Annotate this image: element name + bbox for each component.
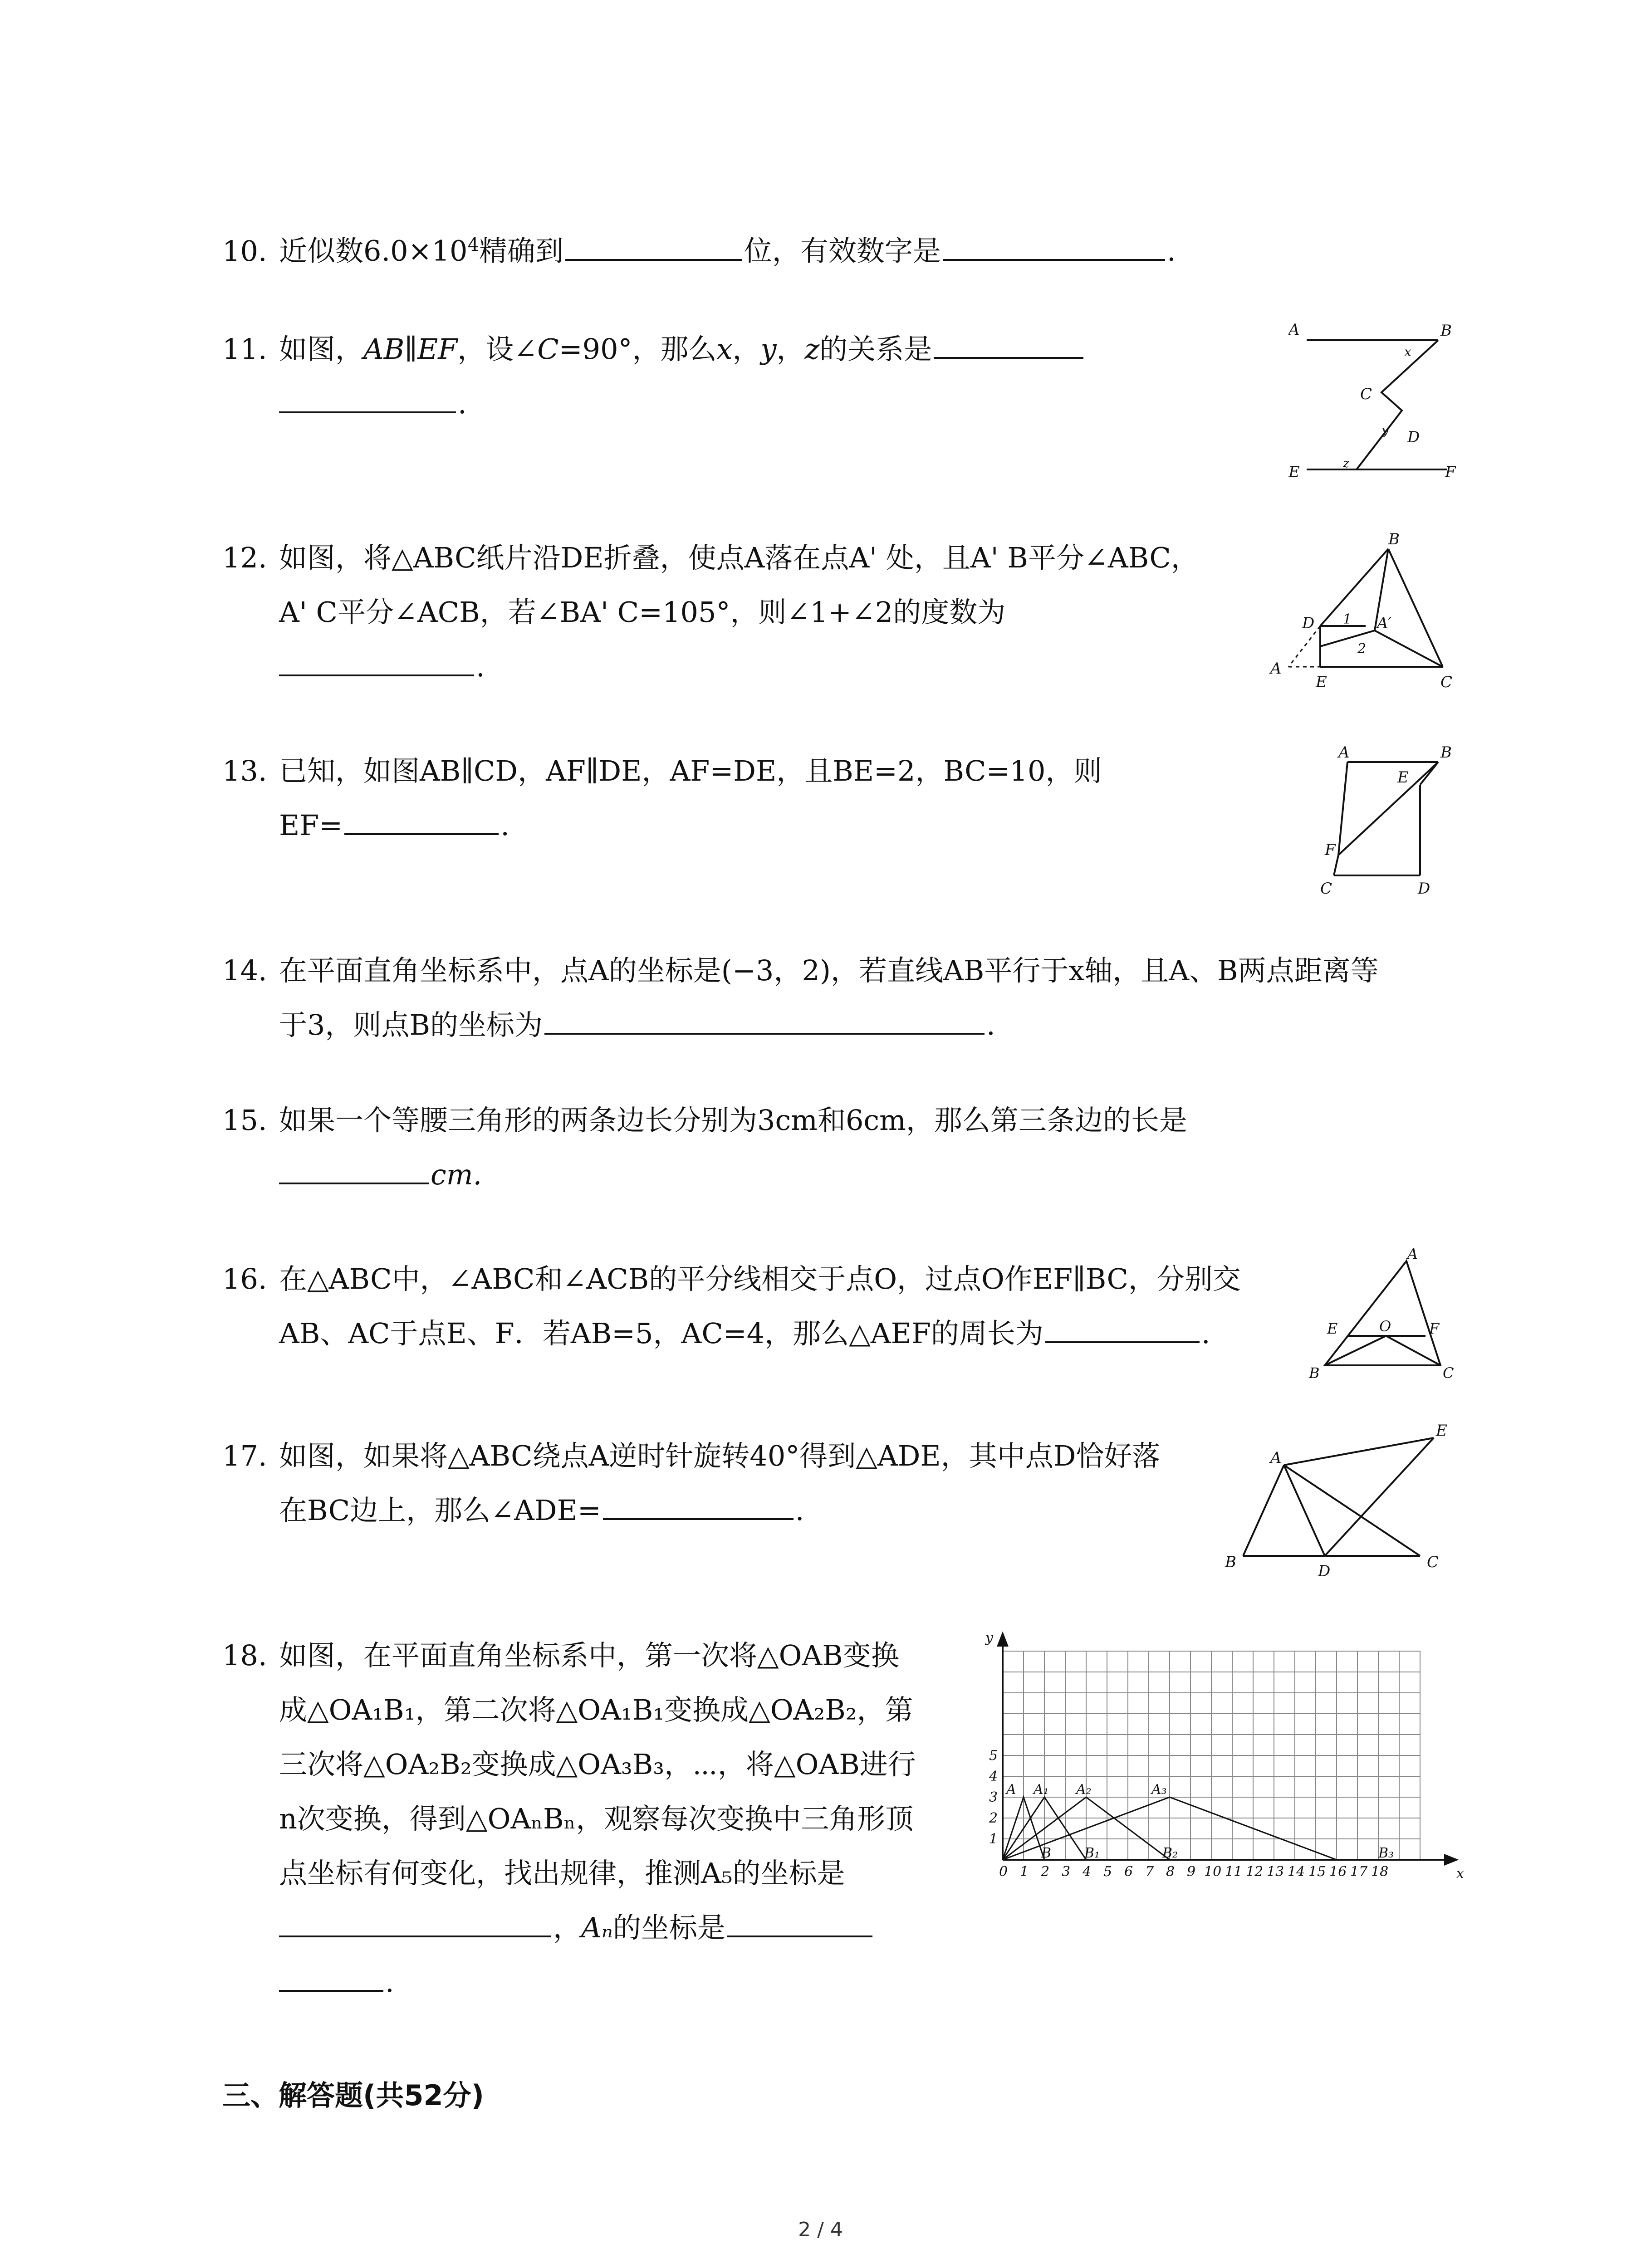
label-D: D <box>1407 428 1420 446</box>
question-15: 15. 如果一个等腰三角形的两条边长分别为3cm和6cm，那么第三条边的长是 cm. <box>222 1093 1187 1202</box>
question-number: 12. <box>222 541 267 574</box>
question-18: 18. 如图，在平面直角坐标系中，第一次将△OAB变换 成△OA₁B₁，第二次将△OA₁B₁变换成△OA₂B₂，第 三次将△OA₂B₂变换成△OA₃B₃，⋯，将△OAB进行 n次变换，得到△OAₙBₙ，观察每次变换中三角形顶 点坐标有何变化，找出规律，推测A₅的坐标是 ，Aₙ的坐标是 . <box>222 1628 916 2009</box>
x-tick-label: 6 <box>1124 1864 1133 1880</box>
question-number: 16. <box>222 1262 267 1295</box>
y-tick-label: 5 <box>989 1748 998 1764</box>
section-heading: 三、解答题(共52分) <box>222 2079 484 2112</box>
label-E: E <box>1327 1320 1338 1337</box>
label-A3: A₃ <box>1151 1782 1167 1798</box>
question-number: 15. <box>222 1104 267 1137</box>
answer-blank[interactable] <box>279 1154 429 1184</box>
question-17: 17. 如图，如果将△ABC绕点A逆时针旋转40°得到△ADE，其中点D恰好落 在BC边上，那么∠ADE= . <box>222 1429 1160 1538</box>
question-13: 13. 已知，如图AB∥CD，AF∥DE，AF=DE，且BE=2，BC=10，则 EF= . <box>222 744 1102 853</box>
label-A: A <box>1288 321 1300 339</box>
label-D: D <box>1302 614 1315 632</box>
answer-blank[interactable] <box>544 1005 985 1035</box>
x-tick-label: 1 <box>1020 1864 1029 1880</box>
figure-12 <box>1252 531 1461 694</box>
x-tick-label: 12 <box>1246 1864 1264 1880</box>
label-B2: B₂ <box>1162 1845 1178 1861</box>
x-axis-label: x <box>1456 1866 1464 1882</box>
label-B: B <box>1041 1845 1052 1861</box>
x-tick-label: 14 <box>1288 1864 1305 1880</box>
page-number: 2 / 4 <box>798 2218 843 2241</box>
figure-18-coordinate-grid <box>975 1628 1465 1887</box>
label-y: y <box>1381 423 1389 438</box>
label-x: x <box>1404 344 1411 359</box>
x-tick-label: 13 <box>1267 1864 1284 1880</box>
label-B1: B₁ <box>1084 1845 1100 1861</box>
y-tick-label: 3 <box>989 1789 998 1805</box>
label-F: F <box>1445 463 1456 481</box>
answer-blank[interactable] <box>279 646 474 676</box>
answer-blank[interactable] <box>279 383 456 413</box>
x-tick-label: 8 <box>1166 1864 1175 1880</box>
figure-17 <box>1220 1420 1461 1592</box>
answer-blank[interactable] <box>279 1962 383 1992</box>
x-tick-label: 17 <box>1350 1864 1368 1880</box>
x-tick-label: 16 <box>1329 1864 1347 1880</box>
question-number: 18. <box>222 1639 267 1672</box>
x-tick-label: 10 <box>1204 1864 1222 1880</box>
answer-blank[interactable] <box>727 1907 872 1937</box>
label-B: B <box>1309 1364 1320 1382</box>
label-D: D <box>1318 1562 1331 1580</box>
x-tick-label: 18 <box>1371 1864 1389 1880</box>
label-B: B <box>1440 322 1452 340</box>
label-C: C <box>1443 1364 1454 1382</box>
label-O: O <box>1379 1318 1391 1335</box>
question-number: 10. <box>222 234 267 268</box>
answer-blank[interactable] <box>603 1490 794 1520</box>
label-C: C <box>1360 385 1372 403</box>
label-C: C <box>1427 1553 1439 1571</box>
x-tick-label: 3 <box>1062 1864 1071 1880</box>
label-A: A <box>1270 1449 1282 1467</box>
label-F: F <box>1325 841 1336 859</box>
question-14: 14. 在平面直角坐标系中，点A的坐标是(−3，2)，若直线AB平行于x轴，且A、B两点距离等 于3，则点B的坐标为 . <box>222 943 1379 1052</box>
answer-blank[interactable] <box>1045 1313 1200 1343</box>
label-E: E <box>1397 768 1409 787</box>
label-A-prime: A′ <box>1377 614 1392 632</box>
label-A2: A₂ <box>1076 1782 1092 1798</box>
question-12: 12. 如图，将△ABC纸片沿DE折叠，使点A落在点A' 处，且A' B平分∠ABC， A' C平分∠ACB，若∠BA' C=105°，则∠1+∠2的度数为 . <box>222 531 1199 694</box>
y-axis-label: y <box>985 1630 993 1646</box>
x-tick-label: 0 <box>999 1864 1008 1880</box>
figure-16 <box>1307 1243 1461 1383</box>
label-A: A <box>1407 1245 1418 1262</box>
label-A: A <box>1338 743 1350 762</box>
label-C: C <box>1440 673 1453 691</box>
x-tick-label: 11 <box>1225 1864 1243 1880</box>
label-B3: B₃ <box>1378 1845 1394 1861</box>
label-A: A <box>1006 1782 1016 1798</box>
label-C: C <box>1320 880 1332 898</box>
label-F: F <box>1429 1320 1440 1337</box>
answer-blank[interactable] <box>279 1907 551 1937</box>
label-angle-1: 1 <box>1343 611 1352 627</box>
answer-blank[interactable] <box>344 805 499 835</box>
label-A: A <box>1270 660 1282 678</box>
x-tick-label: 2 <box>1041 1864 1050 1880</box>
label-E: E <box>1316 673 1327 691</box>
label-B: B <box>1225 1553 1236 1571</box>
figure-11 <box>1288 313 1461 490</box>
answer-blank[interactable] <box>565 231 742 261</box>
y-tick-label: 1 <box>989 1831 998 1847</box>
answer-blank[interactable] <box>934 329 1083 359</box>
label-z: z <box>1343 457 1349 470</box>
label-B: B <box>1440 743 1452 762</box>
x-tick-label: 4 <box>1083 1864 1092 1880</box>
figure-13 <box>1316 739 1461 903</box>
y-tick-label: 2 <box>989 1810 998 1826</box>
answer-blank[interactable] <box>943 231 1165 261</box>
label-E: E <box>1288 463 1300 481</box>
x-tick-label: 5 <box>1103 1864 1112 1880</box>
y-tick-label: 4 <box>989 1769 998 1784</box>
x-tick-label: 7 <box>1145 1864 1154 1880</box>
question-number: 17. <box>222 1439 267 1472</box>
label-D: D <box>1418 880 1430 898</box>
question-number: 14. <box>222 954 267 987</box>
x-tick-label: 9 <box>1187 1864 1196 1880</box>
question-11: 11. 如图，AB∥EF，设∠C=90°，那么x，y，z的关系是 . <box>222 322 1085 431</box>
label-E: E <box>1436 1422 1447 1440</box>
label-B: B <box>1388 531 1400 548</box>
question-16: 16. 在△ABC中，∠ABC和∠ACB的平分线相交于点O，过点O作EF∥BC，分别交 AB、AC于点E、F．若AB=5，AC=4，那么△AEF的周长为 . <box>222 1252 1241 1361</box>
question-10: 10. 近似数$6.0\times 10^4$精确到 位，有效数字是 . <box>222 218 1176 279</box>
question-number: 13. <box>222 754 267 787</box>
question-number: 11. <box>222 332 267 366</box>
x-tick-label: 15 <box>1308 1864 1326 1880</box>
label-A1: A₁ <box>1034 1782 1049 1798</box>
label-angle-2: 2 <box>1357 641 1367 657</box>
